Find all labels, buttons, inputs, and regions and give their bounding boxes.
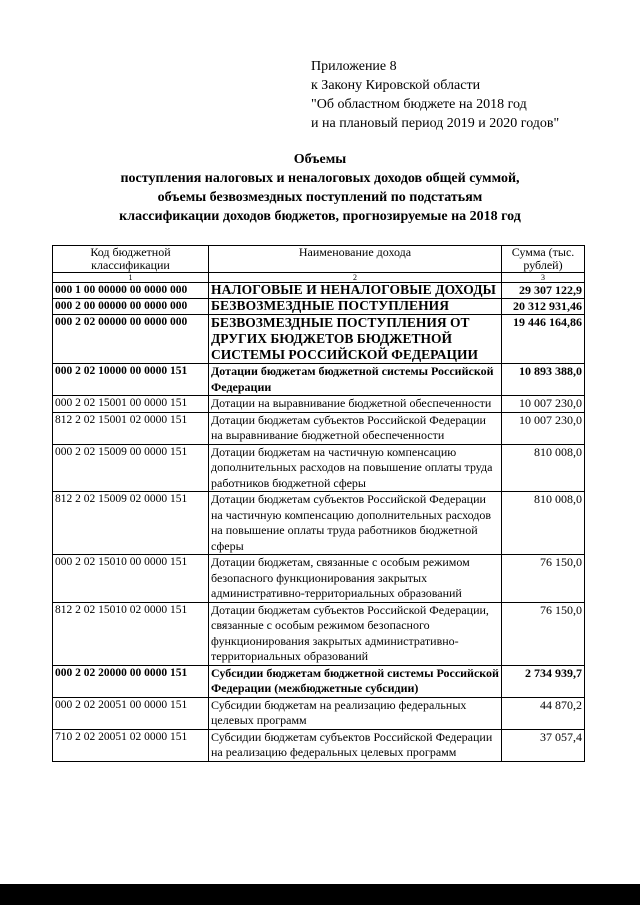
title-line: Объемы — [293, 152, 347, 167]
row-sum: 2 734 939,7 — [502, 665, 585, 697]
scan-edge-bar — [0, 884, 640, 905]
header-name: Наименование дохода — [209, 246, 502, 273]
table-row — [53, 444, 585, 492]
header-code: Код бюджетной классификации — [53, 246, 209, 273]
table-row — [53, 665, 585, 697]
row-sum: 10 007 230,0 — [502, 412, 585, 444]
document-title — [0, 150, 640, 226]
row-name: НАЛОГОВЫЕ И НЕНАЛОГОВЫЕ ДОХОДЫ — [209, 283, 502, 299]
row-code: 000 2 02 15001 00 0000 151 — [53, 396, 209, 413]
row-code: 000 2 02 10000 00 0000 151 — [53, 364, 209, 396]
row-code: 812 2 02 15009 02 0000 151 — [53, 492, 209, 555]
table-row — [53, 697, 585, 729]
table-row — [53, 729, 585, 761]
row-name: Дотации бюджетам субъектов Российской Федерации на частичную компенсацию дополнительных расходов на повышение оплаты труда работников бюджетной сферы — [209, 492, 502, 555]
row-sum: 810 008,0 — [502, 444, 585, 492]
row-name: БЕЗВОЗМЕЗДНЫЕ ПОСТУПЛЕНИЯ ОТ ДРУГИХ БЮДЖЕТОВ БЮДЖЕТНОЙ СИСТЕМЫ РОССИЙСКОЙ ФЕДЕРАЦИИ — [209, 315, 502, 364]
row-name: Дотации бюджетам на частичную компенсацию дополнительных расходов на повышение оплаты труда работников бюджетной сферы — [209, 444, 502, 492]
row-name: БЕЗВОЗМЕЗДНЫЕ ПОСТУПЛЕНИЯ — [209, 299, 502, 315]
row-code: 000 2 02 00000 00 0000 000 — [53, 315, 209, 364]
row-sum: 10 007 230,0 — [502, 396, 585, 413]
row-sum: 29 307 122,9 — [502, 283, 585, 299]
row-code: 812 2 02 15001 02 0000 151 — [53, 412, 209, 444]
appendix-line: и на плановый период 2019 и 2020 годов" — [311, 116, 560, 131]
row-code: 000 2 02 15010 00 0000 151 — [53, 555, 209, 603]
column-number-row — [53, 273, 585, 283]
row-name: Дотации бюджетам субъектов Российской Федерации на выравнивание бюджетной обеспеченности — [209, 412, 502, 444]
row-code: 000 2 02 20000 00 0000 151 — [53, 665, 209, 697]
table-row — [53, 602, 585, 665]
table-row — [53, 412, 585, 444]
column-number: 1 — [53, 273, 209, 283]
row-sum: 810 008,0 — [502, 492, 585, 555]
table-header-row — [53, 246, 585, 273]
appendix-line: "Об областном бюджете на 2018 год — [311, 97, 527, 112]
row-sum: 76 150,0 — [502, 555, 585, 603]
row-name: Субсидии бюджетам на реализацию федеральных целевых программ — [209, 697, 502, 729]
row-name: Дотации бюджетам субъектов Российской Федерации, связанные с особым режимом безопасного функционирования закрытых административно-территориальных образований — [209, 602, 502, 665]
column-number: 3 — [502, 273, 585, 283]
appendix-header — [311, 57, 559, 133]
row-name: Дотации бюджетам бюджетной системы Российской Федерации — [209, 364, 502, 396]
row-sum: 20 312 931,46 — [502, 299, 585, 315]
table-row — [53, 283, 585, 299]
revenue-table — [52, 245, 585, 762]
table-row — [53, 364, 585, 396]
row-sum: 10 893 388,0 — [502, 364, 585, 396]
row-code: 000 2 00 00000 00 0000 000 — [53, 299, 209, 315]
table-row — [53, 299, 585, 315]
title-line: поступления налоговых и неналоговых доходов общей суммой, — [120, 171, 520, 186]
table-row — [53, 315, 585, 364]
title-line: классификации доходов бюджетов, прогнозируемые на 2018 год — [119, 209, 521, 224]
table-row — [53, 492, 585, 555]
row-code: 710 2 02 20051 02 0000 151 — [53, 729, 209, 761]
row-code: 812 2 02 15010 02 0000 151 — [53, 602, 209, 665]
appendix-line: Приложение 8 — [311, 59, 397, 74]
row-sum: 76 150,0 — [502, 602, 585, 665]
title-line: объемы безвозмездных поступлений по подстатьям — [157, 190, 483, 205]
header-sum: Сумма (тыс. рублей) — [502, 246, 585, 273]
table-row — [53, 396, 585, 413]
row-sum: 19 446 164,86 — [502, 315, 585, 364]
row-name: Дотации на выравнивание бюджетной обеспеченности — [209, 396, 502, 413]
row-name: Субсидии бюджетам бюджетной системы Российской Федерации (межбюджетные субсидии) — [209, 665, 502, 697]
row-sum: 44 870,2 — [502, 697, 585, 729]
row-code: 000 2 02 20051 00 0000 151 — [53, 697, 209, 729]
row-sum: 37 057,4 — [502, 729, 585, 761]
row-code: 000 1 00 00000 00 0000 000 — [53, 283, 209, 299]
row-code: 000 2 02 15009 00 0000 151 — [53, 444, 209, 492]
column-number: 2 — [209, 273, 502, 283]
appendix-line: к Закону Кировской области — [311, 78, 481, 93]
row-name: Дотации бюджетам, связанные с особым режимом безопасного функционирования закрытых административно-территориальных образований — [209, 555, 502, 603]
table-row — [53, 555, 585, 603]
row-name: Субсидии бюджетам субъектов Российской Федерации на реализацию федеральных целевых программ — [209, 729, 502, 761]
